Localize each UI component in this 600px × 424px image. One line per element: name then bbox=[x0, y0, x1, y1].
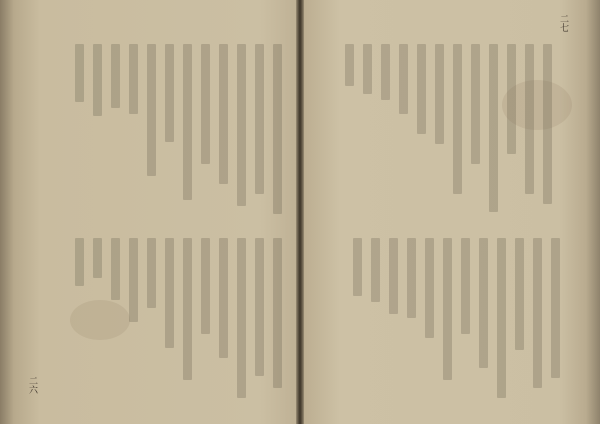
right-top-column-band bbox=[320, 44, 552, 212]
left-top-column-band bbox=[50, 44, 282, 214]
right-page-number: 二七 bbox=[558, 14, 568, 32]
left-page bbox=[0, 0, 298, 424]
right-page bbox=[302, 0, 600, 424]
right-bottom-column-band bbox=[320, 238, 560, 398]
left-page-number: 二六 bbox=[27, 376, 37, 394]
